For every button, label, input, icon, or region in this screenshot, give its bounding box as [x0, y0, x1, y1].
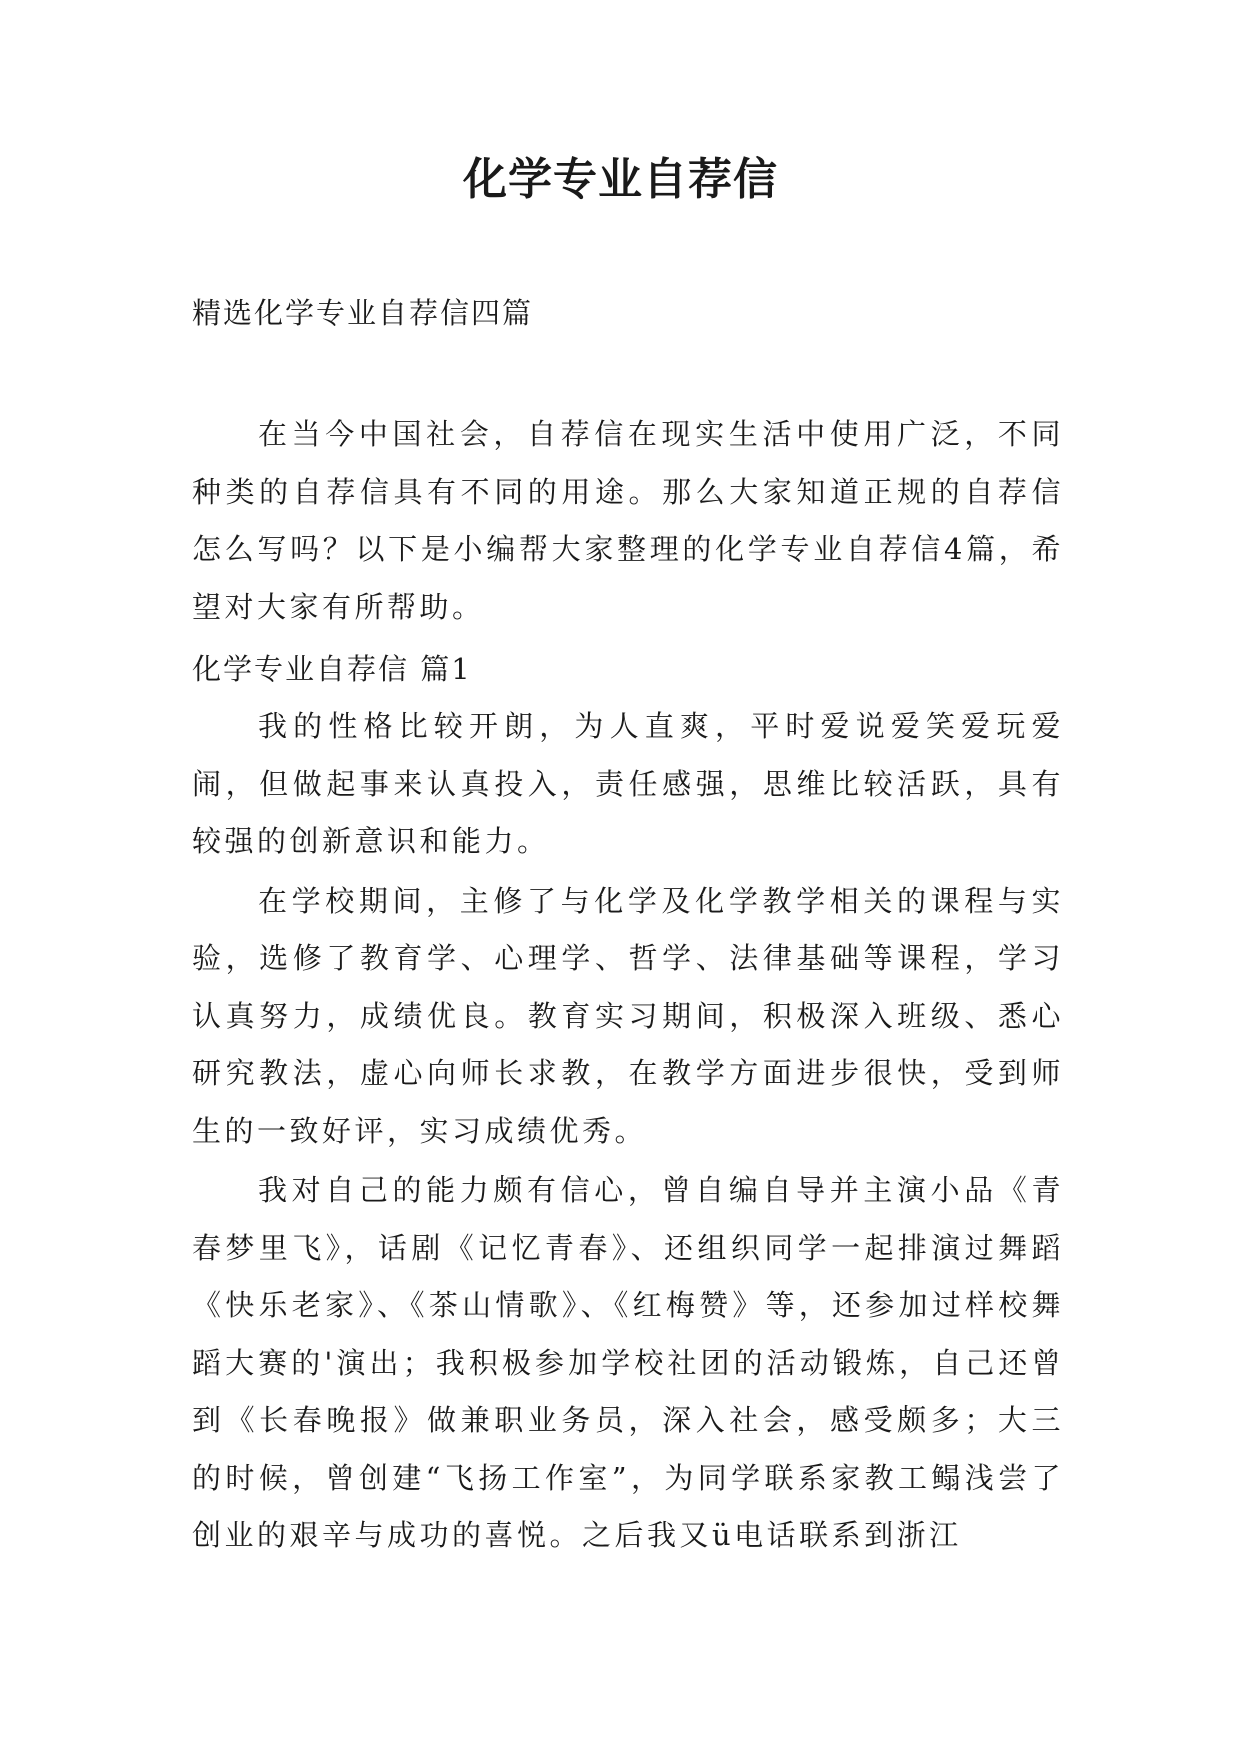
document-subtitle: 精选化学专业自荐信四篇 [192, 296, 534, 330]
section-heading: 化学专业自荐信 篇1 [192, 652, 472, 686]
intro-paragraph: 在当今中国社会，自荐信在现实生活中使用广泛，不同种类的自荐信具有不同的用途。那么大家知道正规的自荐信怎么写吗？以下是小编帮大家整理的化学专业自荐信4篇，希望对大家有所帮助。 [192, 417, 1064, 624]
document-body [192, 406, 1064, 1565]
document-title: 化学专业自荐信 [463, 154, 778, 205]
body-paragraph: 我对自己的能力颇有信心，曾自编自导并主演小品《青春梦里飞》，话剧《记忆青春》、还组织同学一起排演过舞蹈《快乐老家》、《茶山情歌》、《红梅赞》等，还参加过样校舞蹈大赛的'演出；我积极参加学校社团的活动锻炼，自己还曾到《长春晚报》做兼职业务员，深入社会，感受颇多；大三的时候，曾创建“飞扬工作室”，为同学联系家教工鳎浅尝了创业的艰辛与成功的喜悦。之后我又ü电话联系到浙江 [192, 1173, 1064, 1552]
body-paragraph: 我的性格比较开朗，为人直爽，平时爱说爱笑爱玩爱闹，但做起事来认真投入，责任感强，思维比较活跃，具有较强的创新意识和能力。 [192, 709, 1064, 858]
body-paragraph: 在学校期间，主修了与化学及化学教学相关的课程与实验，选修了教育学、心理学、哲学、法律基础等课程，学习认真努力，成绩优良。教育实习期间，积极深入班级、悉心研究教法，虚心向师长求教，在教学方面进步很快，受到师生的一致好评，实习成绩优秀。 [192, 883, 1064, 1148]
